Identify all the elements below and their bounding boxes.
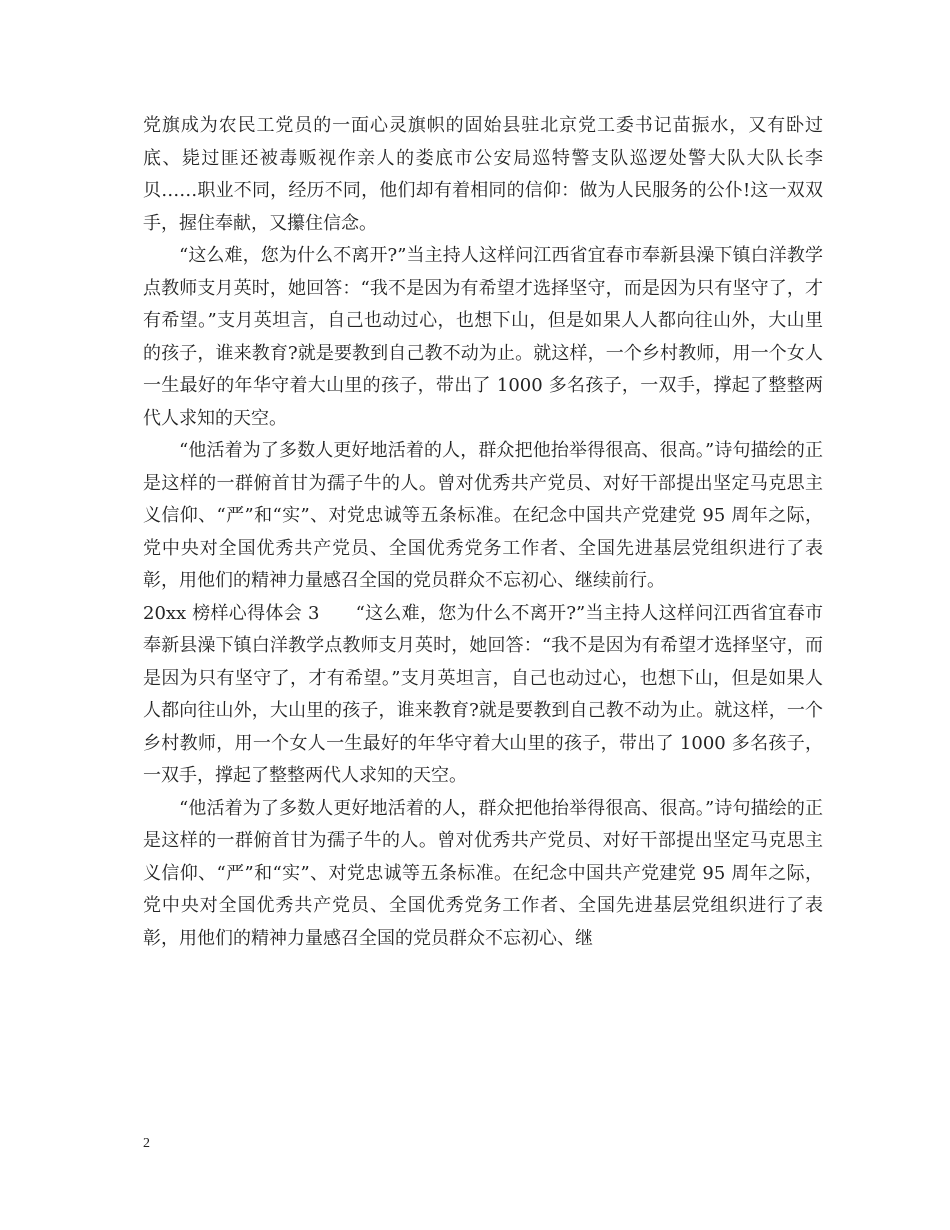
- paragraph-5-text: “他活着为了多数人更好地活着的人，群众把他抬举得很高、很高。”诗句描绘的正是这样的一群俯首甘为孺子牛的人。曾对优秀共产党员、对好干部提出坚定马克思主义信仰、“严”和“实”、对党忠诚等五条标准。在纪念中国共产党建党 95 周年之际，党中央对全国优秀共产党员、全国优秀党务工作者、全国先进基层党组织进行了表彰，用他们的精神力量感召全国的党员群众不忘初心、继: [143, 797, 823, 949]
- paragraph-3: [143, 435, 823, 598]
- paragraph-1-text: 党旗成为农民工党员的一面心灵旗帜的固始县驻北京党工委书记苗振水，又有卧过底、毙过匪还被毒贩视作亲人的娄底市公安局巡特警支队巡逻处警大队大队长李贝……职业不同，经历不同，他们却有着相同的信仰：做为人民服务的公仆!这一双双手，握住奉献，又攥住信念。: [143, 115, 823, 234]
- paragraph-1: [143, 110, 823, 240]
- paragraph-4: [143, 598, 823, 793]
- paragraph-4-text: “这么难，您为什么不离开?”当主持人这样问江西省宜春市奉新县澡下镇白洋教学点教师支月英时，她回答：“我不是因为有希望才选择坚守，而是因为只有坚守了，才有希望。”支月英坦言，自己也动过心，也想下山，但是如果人人都向往山外，大山里的孩子，谁来教育?就是要教到自己教不动为止。就这样，一个乡村教师，用一个女人一生最好的年华守着大山里的孩子，带出了 1000 多名孩子，一双手，撑起了整整两代人求知的天空。: [143, 602, 823, 786]
- document-body: [143, 110, 823, 955]
- page-number: 2: [143, 1136, 150, 1151]
- paragraph-2-text: “这么难，您为什么不离开?”当主持人这样问江西省宜春市奉新县澡下镇白洋教学点教师支月英时，她回答：“我不是因为有希望才选择坚守，而是因为只有坚守了，才有希望。”支月英坦言，自己也动过心，也想下山，但是如果人人都向往山外，大山里的孩子，谁来教育?就是要教到自己教不动为止。就这样，一个乡村教师，用一个女人一生最好的年华守着大山里的孩子，带出了 1000 多名孩子，一双手，撑起了整整两代人求知的天空。: [143, 245, 823, 429]
- paragraph-3-text: “他活着为了多数人更好地活着的人，群众把他抬举得很高、很高。”诗句描绘的正是这样的一群俯首甘为孺子牛的人。曾对优秀共产党员、对好干部提出坚定马克思主义信仰、“严”和“实”、对党忠诚等五条标准。在纪念中国共产党建党 95 周年之际，党中央对全国优秀共产党员、全国优秀党务工作者、全国先进基层党组织进行了表彰，用他们的精神力量感召全国的党员群众不忘初心、继续前行。: [143, 440, 823, 591]
- paragraph-5: [143, 793, 823, 956]
- heading-spacer: [319, 603, 355, 624]
- section-heading: 20xx 榜样心得体会 3: [143, 602, 320, 624]
- paragraph-2: [143, 240, 823, 435]
